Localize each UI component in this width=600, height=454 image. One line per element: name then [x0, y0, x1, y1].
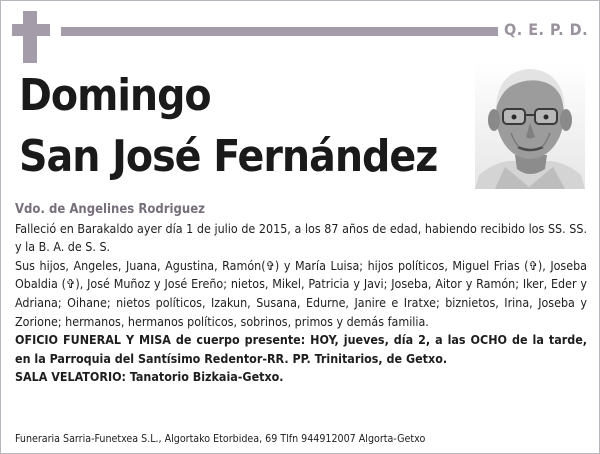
funeral-paragraph: OFICIO FUNERAL Y MISA de cuerpo presente: HOY, jueves, día 2, a las OCHO de la tarde, en la Parroquia del Santísimo Redentor-RR. PP. Trinitarios, de Getxo. — [15, 332, 587, 366]
cross-horizontal-bar — [12, 24, 50, 36]
cross-vertical-bar — [23, 11, 37, 63]
deceased-surnames: San José Fernández — [19, 131, 438, 182]
funeral-home-footer: Funeraria Sarria-Funetxea S.L., Algortako Etorbidea, 69 Tlfn 944912007 Algorta-Getxo — [15, 433, 426, 445]
header-rule — [61, 27, 498, 36]
death-paragraph: Falleció en Barakaldo ayer día 1 de julio de 2015, a los 87 años de edad, habiendo recibido los SS. SS. y la B. A. de S. S. — [15, 220, 587, 255]
obituary-body — [15, 201, 587, 387]
widow-line: Vdo. de Angelines Rodriguez — [15, 202, 205, 217]
qepd-label: Q. E. P. D. — [504, 20, 589, 39]
deceased-first-name: Domingo — [19, 70, 211, 121]
deceased-photo — [475, 63, 585, 189]
family-paragraph: Sus hijos, Angeles, Juana, Agustina, Ramón(✞) y María Luisa; hijos políticos, Miguel Frias (✞), Joseba Obaldia (✞), José Muñoz y José Ereño; nietos, Mikel, Patricia y Javi; Joseba, Aitor y Ramón; Iker, Eder y Adriana; Oihane; nietos políticos, Izakun, Susana, Edurne, Janire e Iratxe; biznietos, Irina, Joseba y Zorione; hermanos, hermanos políticos, sobrinos, primos y demás familia. — [15, 257, 587, 329]
wake-paragraph: SALA VELATORIO: Tanatorio Bizkaia-Getxo. — [15, 369, 284, 385]
